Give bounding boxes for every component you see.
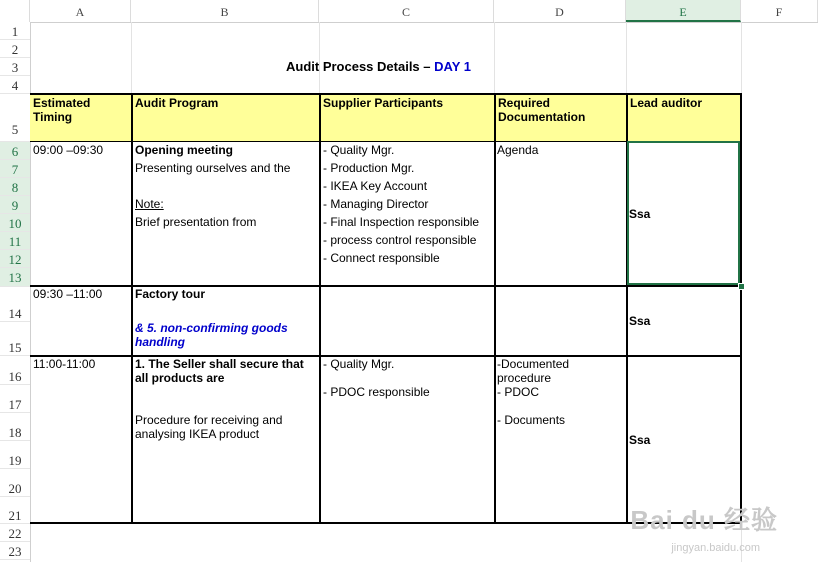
row-header[interactable]: 4 bbox=[0, 76, 30, 94]
program-text-3[interactable]: Procedure for receiving and analysing IKEA product bbox=[135, 413, 283, 441]
column-header-e[interactable]: E bbox=[626, 0, 741, 22]
baidu-watermark: Bai du 经验 bbox=[630, 505, 778, 535]
title-dash: – bbox=[423, 59, 431, 74]
header-audit-program[interactable]: Audit Program bbox=[132, 94, 319, 141]
lead-auditor-3[interactable]: Ssa bbox=[629, 433, 651, 447]
row-header[interactable]: 16 bbox=[0, 356, 30, 385]
program-text-1b[interactable]: Brief presentation from bbox=[135, 215, 257, 229]
participant-1-6[interactable]: - process control responsible bbox=[323, 233, 477, 247]
documentation-3b[interactable]: - PDOC bbox=[497, 385, 539, 399]
table-border-c-left bbox=[319, 93, 321, 524]
row-header[interactable]: 17 bbox=[0, 385, 30, 413]
participant-3-2[interactable]: - PDOC responsible bbox=[323, 385, 430, 399]
row-header[interactable]: 6 bbox=[0, 142, 30, 160]
column-header-d[interactable]: D bbox=[494, 0, 626, 22]
baidu-watermark-url: jingyan.baidu.com bbox=[671, 542, 760, 554]
row-header[interactable]: 13 bbox=[0, 268, 30, 287]
gridline bbox=[626, 22, 627, 94]
fill-handle[interactable] bbox=[738, 283, 745, 290]
row-header[interactable]: 9 bbox=[0, 196, 30, 214]
program-note-1[interactable]: Note: bbox=[135, 197, 164, 211]
table-border-row2-bottom bbox=[30, 355, 742, 357]
cell-selection-box[interactable] bbox=[627, 141, 740, 285]
participant-1-3[interactable]: - IKEA Key Account bbox=[323, 179, 428, 193]
row-header[interactable]: 3 bbox=[0, 58, 30, 76]
timing-cell-3[interactable]: 11:00-11:00 bbox=[33, 357, 96, 371]
column-header-c[interactable]: C bbox=[319, 0, 494, 22]
lead-auditor-1[interactable]: Ssa bbox=[629, 207, 651, 221]
row-header-bar bbox=[0, 22, 31, 562]
row-header[interactable]: 22 bbox=[0, 524, 30, 542]
documentation-3a[interactable]: -Documented procedure bbox=[497, 357, 570, 385]
select-all-corner[interactable] bbox=[0, 0, 30, 22]
row-header[interactable]: 11 bbox=[0, 232, 30, 250]
timing-cell-2[interactable]: 09:30 –11:00 bbox=[33, 287, 103, 301]
column-header-bar bbox=[0, 0, 818, 23]
timing-cell-1[interactable]: 09:00 –09:30 bbox=[33, 143, 104, 157]
header-estimated-timing[interactable]: Estimated Timing bbox=[30, 94, 131, 141]
participant-1-4[interactable]: - Managing Director bbox=[323, 197, 429, 211]
title-day: DAY 1 bbox=[434, 59, 472, 74]
row-header[interactable]: 20 bbox=[0, 469, 30, 497]
table-border-b-left bbox=[131, 93, 133, 524]
program-blue-2[interactable]: & 5. non-confirming goods handling bbox=[135, 321, 288, 349]
header-supplier-participants[interactable]: Supplier Participants bbox=[320, 94, 494, 141]
sheet-title[interactable] bbox=[286, 58, 471, 76]
row-header[interactable]: 8 bbox=[0, 178, 30, 196]
participant-1-1[interactable]: - Quality Mgr. bbox=[323, 143, 395, 157]
header-required-documentation[interactable]: Required Documentation bbox=[495, 94, 626, 141]
lead-auditor-2[interactable]: Ssa bbox=[629, 314, 651, 328]
program-text-1a[interactable]: Presenting ourselves and the bbox=[135, 161, 291, 175]
title-text: Audit Process Details bbox=[286, 59, 420, 74]
header-lead-auditor[interactable]: Lead auditor bbox=[627, 94, 741, 141]
participant-1-5[interactable]: - Final Inspection responsible bbox=[323, 215, 480, 229]
gridline bbox=[494, 22, 495, 94]
program-title-3[interactable]: 1. The Seller shall secure that all products are bbox=[135, 357, 304, 385]
table-border-top bbox=[30, 93, 742, 95]
row-header[interactable]: 7 bbox=[0, 160, 30, 178]
row-header[interactable]: 12 bbox=[0, 250, 30, 268]
gridline bbox=[131, 22, 132, 94]
row-header[interactable]: 19 bbox=[0, 441, 30, 469]
participant-3-1[interactable]: - Quality Mgr. bbox=[323, 357, 395, 371]
row-header[interactable]: 23 bbox=[0, 542, 30, 560]
column-header-f[interactable]: F bbox=[741, 0, 818, 22]
table-border-right bbox=[740, 93, 742, 524]
row-header[interactable]: 15 bbox=[0, 322, 30, 356]
row-header[interactable]: 14 bbox=[0, 287, 30, 322]
row-header[interactable]: 2 bbox=[0, 40, 30, 58]
documentation-1[interactable]: Agenda bbox=[497, 143, 539, 157]
row-header[interactable]: 1 bbox=[0, 22, 30, 40]
column-header-b[interactable]: B bbox=[131, 0, 319, 22]
row-header[interactable]: 10 bbox=[0, 214, 30, 232]
table-border-d-left bbox=[494, 93, 496, 524]
documentation-3c[interactable]: - Documents bbox=[497, 413, 566, 427]
row-header[interactable]: 18 bbox=[0, 413, 30, 441]
row-header[interactable]: 5 bbox=[0, 94, 30, 142]
row-header[interactable]: 21 bbox=[0, 497, 30, 524]
participant-1-2[interactable]: - Production Mgr. bbox=[323, 161, 415, 175]
program-title-1[interactable]: Opening meeting bbox=[135, 143, 234, 157]
column-header-a[interactable]: A bbox=[30, 0, 131, 22]
program-title-2[interactable]: Factory tour bbox=[135, 287, 206, 301]
table-border-row1-bottom bbox=[30, 285, 742, 287]
participant-1-7[interactable]: - Connect responsible bbox=[323, 251, 440, 265]
